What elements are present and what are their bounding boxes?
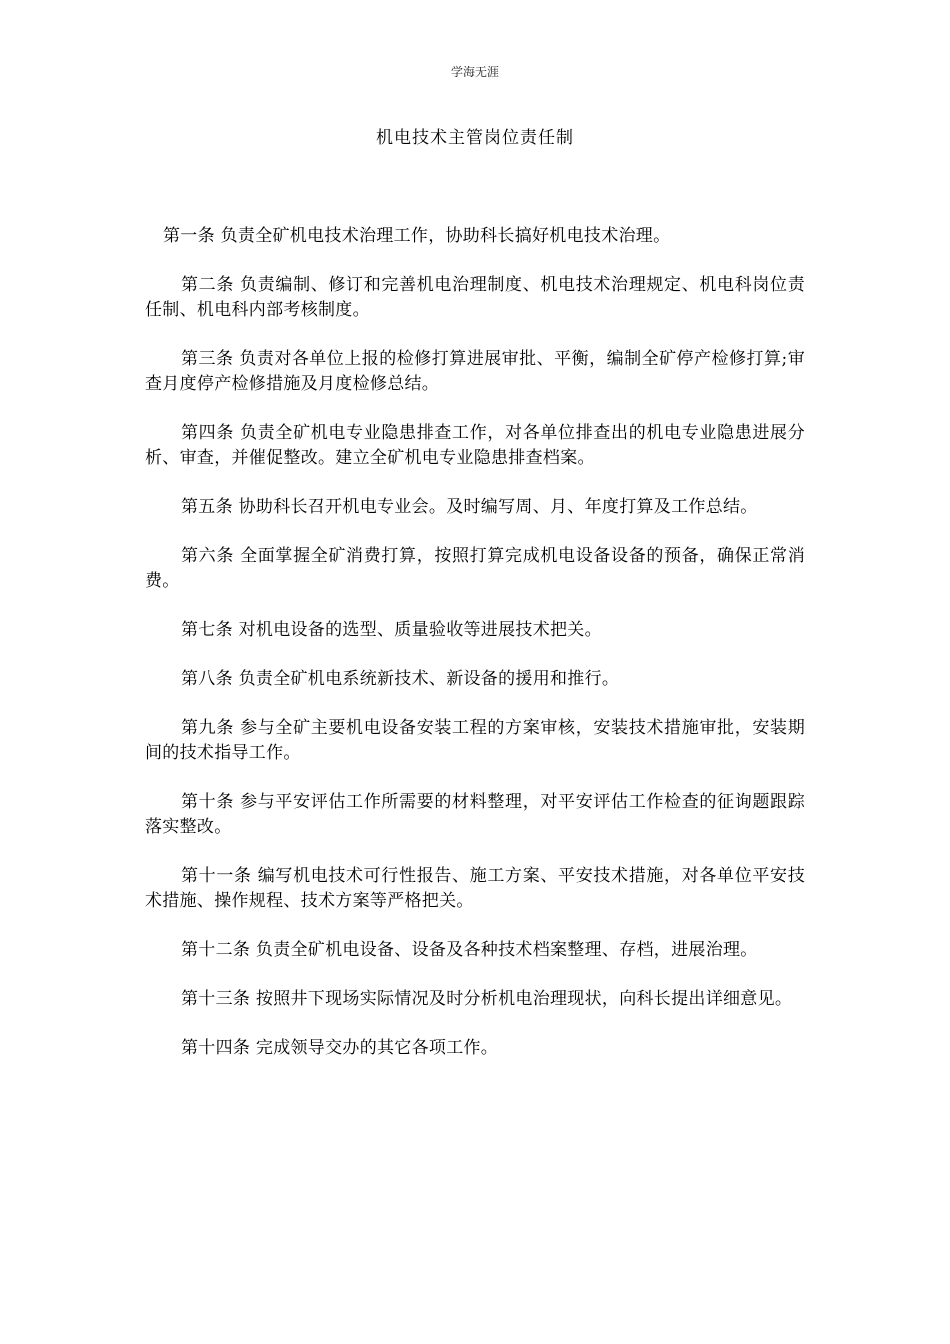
article-9: 第九条 参与全矿主要机电设备安装工程的方案审核，安装技术措施审批，安装期间的技术指导工作。 (145, 718, 805, 763)
article-7: 第七条 对机电设备的选型、质量验收等进展技术把关。 (181, 620, 602, 640)
article-8: 第八条 负责全矿机电系统新技术、新设备的援用和推行。 (181, 669, 620, 689)
page-header: 学海无涯 (450, 65, 499, 79)
article-2: 第二条 负责编制、修订和完善机电治理制度、机电技术治理规定、机电科岗位责任制、机电科内部考核制度。 (145, 275, 805, 320)
article-12: 第十二条 负责全矿机电设备、设备及各种技术档案整理、存档，进展治理。 (181, 940, 758, 960)
article-6: 第六条 全面掌握全矿消费打算，按照打算完成机电设备设备的预备，确保正常消费。 (145, 546, 805, 591)
article-1: 第一条 负责全矿机电技术治理工作，协助科长搞好机电技术治理。 (163, 226, 671, 246)
article-10: 第十条 参与平安评估工作所需要的材料整理，对平安评估工作检查的征询题跟踪落实整改。 (145, 792, 805, 837)
article-13: 第十三条 按照井下现场实际情况及时分析机电治理现状，向科长提出详细意见。 (181, 989, 793, 1009)
article-5: 第五条 协助科长召开机电专业会。及时编写周、月、年度打算及工作总结。 (181, 497, 758, 517)
document-title: 机电技术主管岗位责任制 (376, 128, 574, 148)
article-4: 第四条 负责全矿机电专业隐患排查工作，对各单位排查出的机电专业隐患进展分析、审查，并催促整改。建立全矿机电专业隐患排查档案。 (145, 423, 805, 468)
article-14: 第十四条 完成领导交办的其它各项工作。 (181, 1038, 499, 1058)
article-3: 第三条 负责对各单位上报的检修打算进展审批、平衡，编制全矿停产检修打算;审查月度停产检修措施及月度检修总结。 (145, 349, 805, 394)
article-11: 第十一条 编写机电技术可行性报告、施工方案、平安技术措施，对各单位平安技术措施、操作规程、技术方案等严格把关。 (145, 866, 805, 911)
article-list (145, 224, 805, 1061)
